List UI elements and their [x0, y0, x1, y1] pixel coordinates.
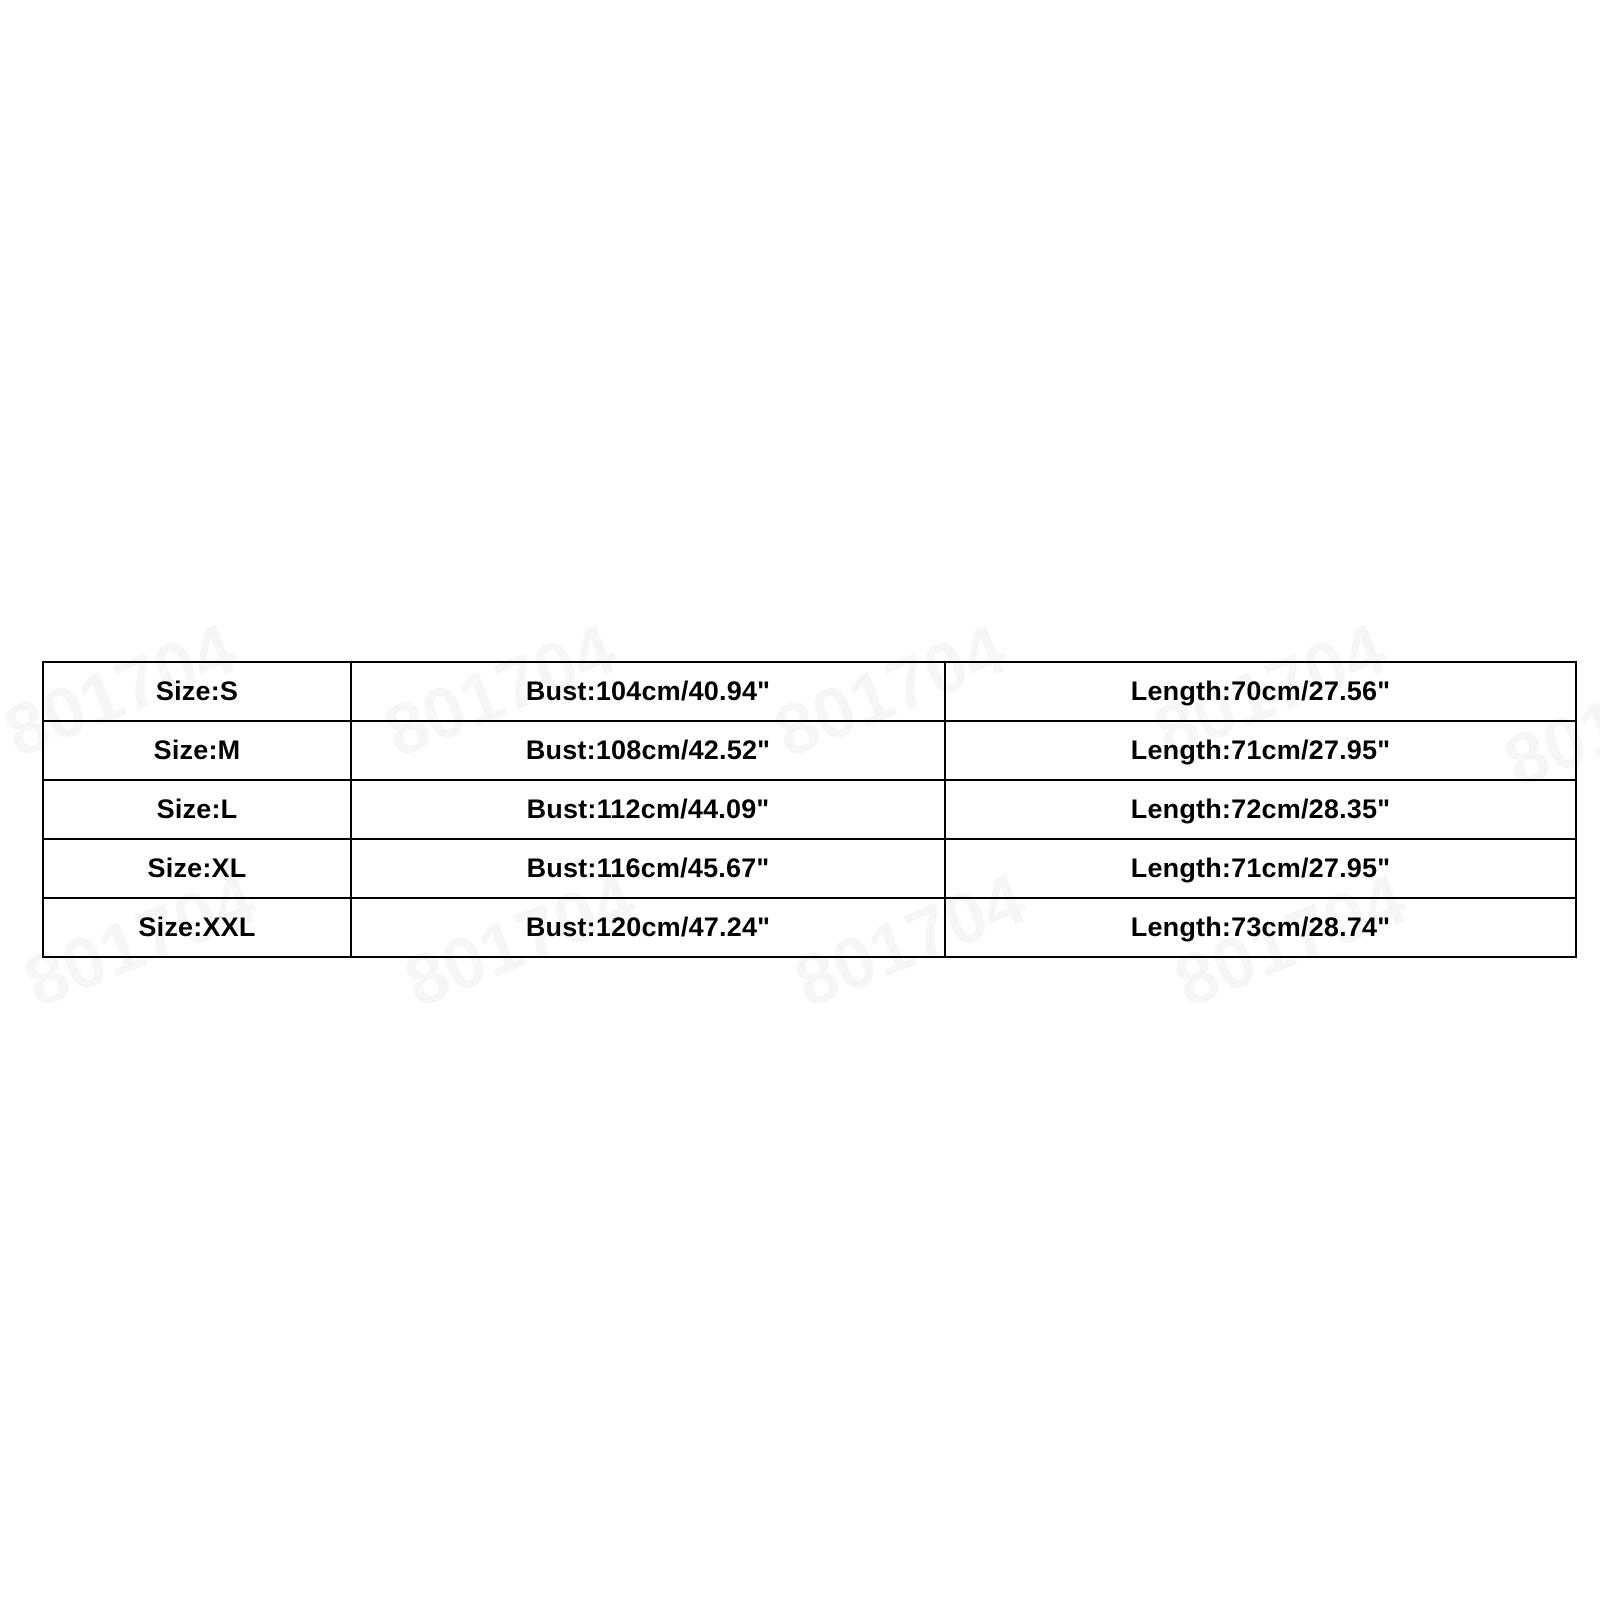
bust-cell: Bust:104cm/40.94" — [351, 662, 945, 721]
size-cell: Size:S — [43, 662, 351, 721]
length-cell: Length:71cm/27.95" — [945, 721, 1576, 780]
length-cell: Length:71cm/27.95" — [945, 839, 1576, 898]
bust-cell: Bust:108cm/42.52" — [351, 721, 945, 780]
bust-cell: Bust:112cm/44.09" — [351, 780, 945, 839]
length-cell: Length:73cm/28.74" — [945, 898, 1576, 957]
size-cell: Size:XXL — [43, 898, 351, 957]
length-cell: Length:72cm/28.35" — [945, 780, 1576, 839]
bust-cell: Bust:120cm/47.24" — [351, 898, 945, 957]
table-row — [43, 721, 1576, 780]
size-cell: Size:M — [43, 721, 351, 780]
size-cell: Size:L — [43, 780, 351, 839]
size-chart-table — [42, 661, 1577, 958]
table-row — [43, 780, 1576, 839]
bust-cell: Bust:116cm/45.67" — [351, 839, 945, 898]
size-cell: Size:XL — [43, 839, 351, 898]
table-row — [43, 898, 1576, 957]
table-row — [43, 839, 1576, 898]
length-cell: Length:70cm/27.56" — [945, 662, 1576, 721]
table-row — [43, 662, 1576, 721]
